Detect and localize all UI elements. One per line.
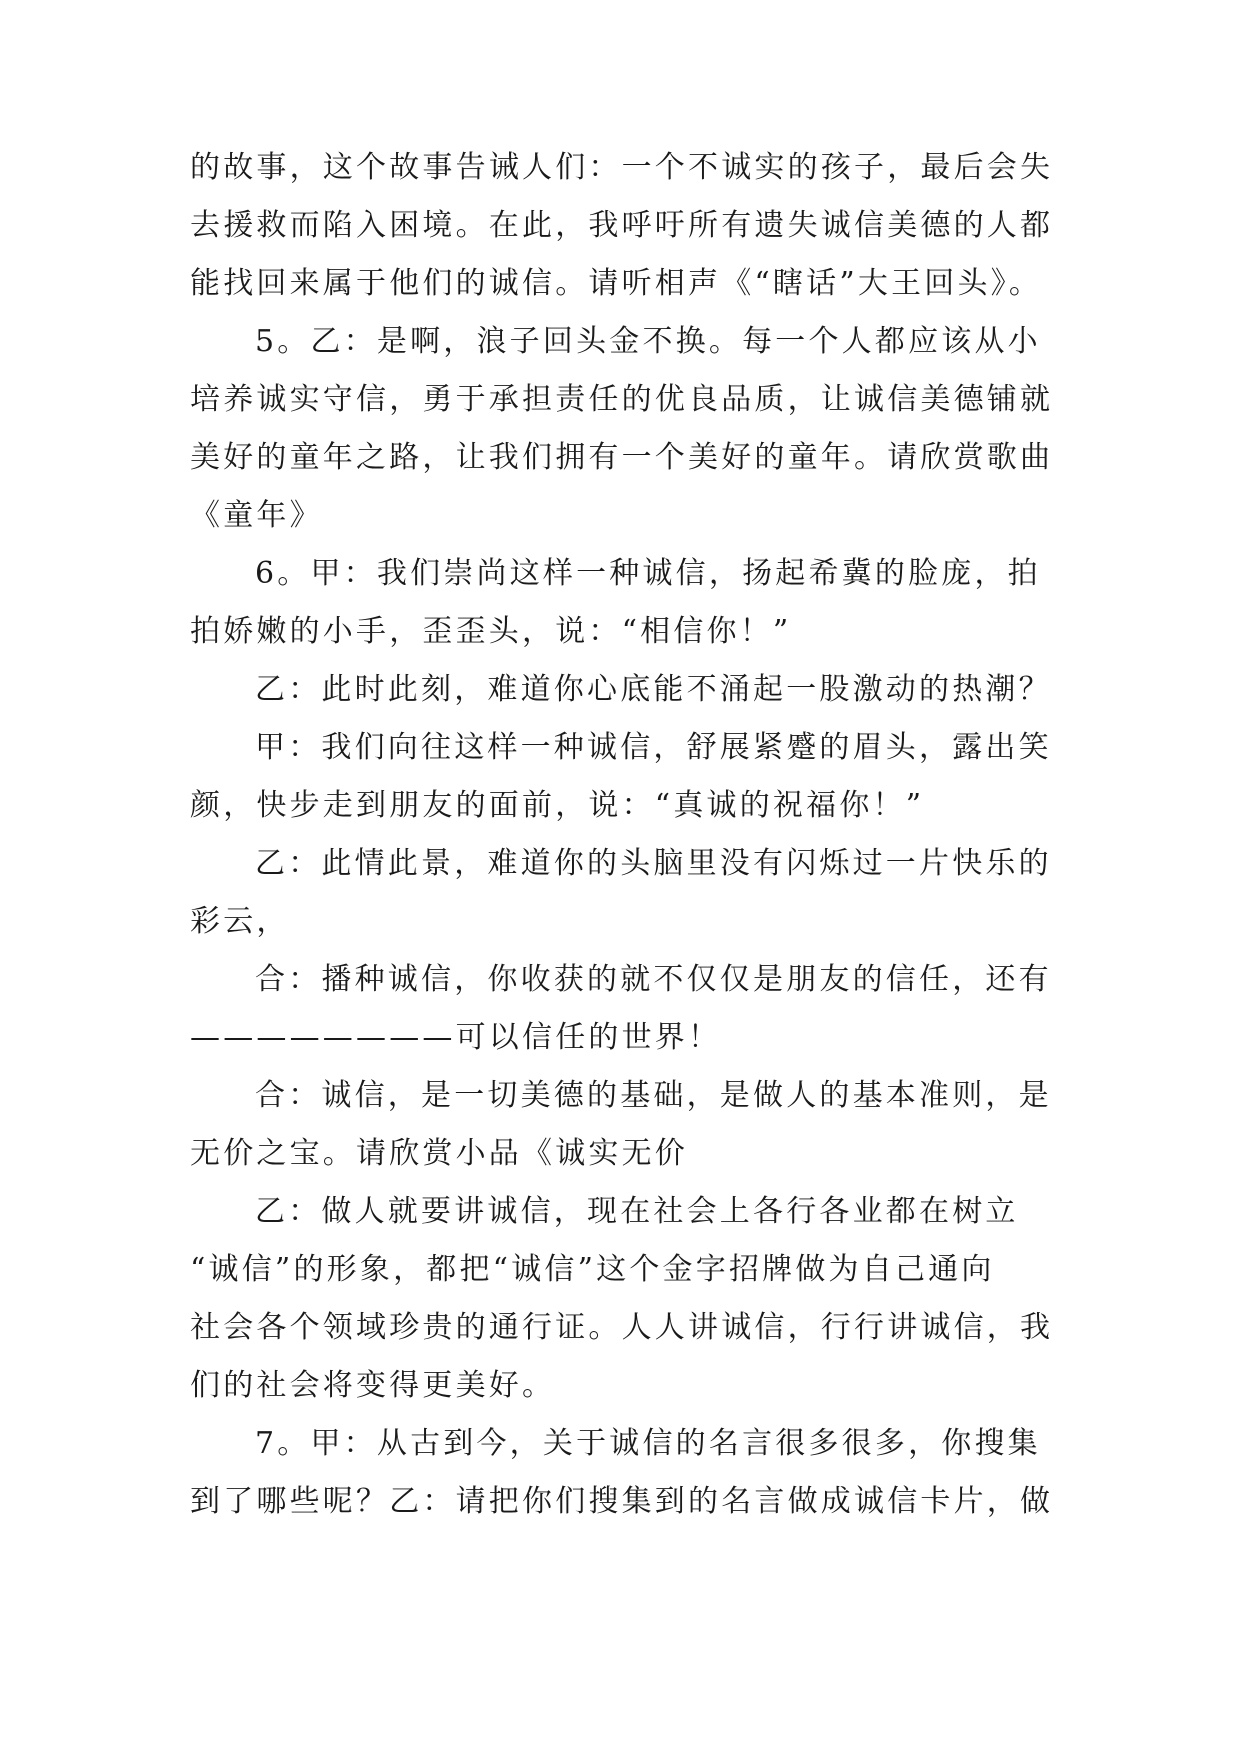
text-line: 《童年》 bbox=[190, 498, 323, 533]
text-line: 乙：做人就要讲诚信，现在社会上各行各业都在树立 bbox=[255, 1194, 1019, 1229]
text-line: “诚信”的形象，都把“诚信”这个金字招牌做为自己通向 bbox=[190, 1252, 995, 1287]
text-line: 无价之宝。请欣赏小品《诚实无价 bbox=[190, 1136, 688, 1171]
text-line: 社会各个领域珍贵的通行证。人人讲诚信，行行讲诚信，我 bbox=[190, 1310, 1054, 1345]
text-line: 培养诚实守信，勇于承担责任的优良品质，让诚信美德铺就 bbox=[190, 382, 1054, 417]
text-line: 合：播种诚信，你收获的就不仅仅是朋友的信任，还有 bbox=[255, 962, 1052, 997]
text-line: 乙：此时此刻，难道你心底能不涌起一股激动的热潮？ bbox=[255, 672, 1052, 707]
text-line: 到了哪些呢？乙：请把你们搜集到的名言做成诚信卡片，做 bbox=[190, 1484, 1054, 1519]
text-line: 乙：此情此景，难道你的头脑里没有闪烁过一片快乐的 bbox=[255, 846, 1052, 881]
text-line: 拍娇嫩的小手，歪歪头，说：“相信你！” bbox=[190, 614, 792, 649]
text-line: 5。乙：是啊，浪子回头金不换。每一个人都应该从小 bbox=[255, 324, 1041, 359]
text-line: 甲：我们向往这样一种诚信，舒展紧蹙的眉头，露出笑 bbox=[255, 730, 1052, 765]
text-line: 7。甲：从古到今，关于诚信的名言很多很多，你搜集 bbox=[255, 1426, 1041, 1461]
text-line: 美好的童年之路，让我们拥有一个美好的童年。请欣赏歌曲 bbox=[190, 440, 1054, 475]
text-line: ————————可以信任的世界！ bbox=[190, 1020, 722, 1055]
text-line: 的故事，这个故事告诫人们：一个不诚实的孩子，最后会失 bbox=[190, 150, 1054, 185]
text-line: 合：诚信，是一切美德的基础，是做人的基本准则，是 bbox=[255, 1078, 1052, 1113]
text-line: 彩云， bbox=[190, 904, 290, 939]
text-line: 能找回来属于他们的诚信。请听相声《“瞎话”大王回头》。 bbox=[190, 266, 1043, 301]
text-line: 颜，快步走到朋友的面前，说：“真诚的祝福你！” bbox=[190, 788, 925, 823]
text-line: 们的社会将变得更美好。 bbox=[190, 1368, 556, 1403]
text-line: 6。甲：我们崇尚这样一种诚信，扬起希冀的脸庞，拍 bbox=[255, 556, 1041, 591]
text-line: 去援救而陷入困境。在此，我呼吁所有遗失诚信美德的人都 bbox=[190, 208, 1054, 243]
